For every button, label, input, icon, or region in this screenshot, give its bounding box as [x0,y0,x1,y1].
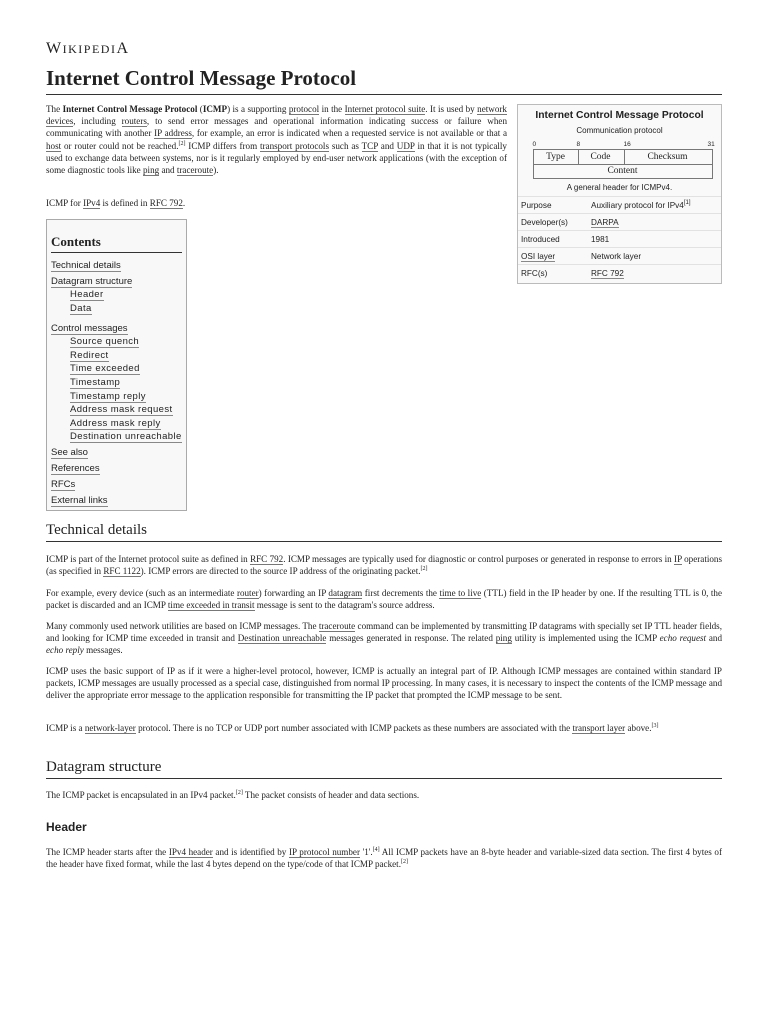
toc-item-control-messages[interactable]: Control messages [51,322,128,334]
link-transport-protocols[interactable]: transport protocols [259,140,329,151]
citation-2d[interactable]: [2] [400,859,408,866]
field-code: Code [578,150,625,165]
intro-paragraph: The Internet Control Message Protocol (ICMP) is a supporting protocol in the Internet protocol suite. It is used by network devices, including routers, to send error messages and operational information indicating success or failure when communicating with another IP address, for example, an error is indicated when a requested service is not available or that a host or router could not be reached.[2] ICMP differs from transport protocols such as TCP and UDP in that it is not typically used to exchange data between systems, nor is it regularly employed by end-user network applications (with the exception of some diagnostic tools like ping and traceroute). [46,104,508,176]
infobox [517,104,722,284]
link-ipv4[interactable]: IPv4 [83,198,101,208]
citation-4[interactable]: [4] [372,847,380,853]
tech-paragraph-5: ICMP is a network-layer protocol. There is no TCP or UDP port number associated with ICMP packets as these numbers are associated with the transport layer above.[3] [46,723,659,733]
toc-item-header[interactable]: Header [70,289,104,301]
infobox-row-introduced: Introduced 1981 [518,231,721,248]
heading-technical-details: Technical details [46,522,722,542]
field-content: Content [607,166,638,176]
link-ip[interactable]: IP [674,554,682,564]
datagram-paragraph: The ICMP packet is encapsulated in an IPv4 packet.[2] The packet consists of header and data sections. [46,790,420,800]
link-internet-protocol-suite[interactable]: Internet protocol suite [344,104,426,114]
link-traceroute[interactable]: traceroute [176,165,214,176]
citation-2c[interactable]: [2] [235,790,243,796]
link-traceroute-b[interactable]: traceroute [318,621,356,631]
citation-1[interactable]: [1] [683,199,691,206]
link-rfc-792-b[interactable]: RFC 792 [250,554,284,564]
link-network-layer[interactable]: network-layer [84,723,136,733]
infobox-row-rfcs: RFC(s) RFC 792 [518,265,721,282]
citation-2b[interactable]: [2] [420,566,428,573]
link-ipv4-header[interactable]: IPv4 header [168,847,213,857]
link-time-to-live[interactable]: time to live [439,588,482,598]
link-rfc-1122[interactable]: RFC 1122 [103,566,141,577]
link-time-exceeded-in-transit[interactable]: time exceeded in transit [167,600,255,611]
toc-item-redirect[interactable]: Redirect [70,349,109,361]
heading-datagram-structure: Datagram structure [46,759,722,779]
toc-item-rfcs[interactable]: RFCs [51,479,76,491]
bit-label-0: 0 [532,141,537,148]
toc-item-technical-details[interactable]: Technical details [51,260,121,271]
toc-item-see-also[interactable]: See also [51,447,88,459]
toc-item-timestamp[interactable]: Timestamp [70,377,121,389]
infobox-title: Internet Control Message Protocol [535,110,704,121]
page-title: Internet Control Message Protocol [46,66,722,95]
tech-paragraph-4: ICMP uses the basic support of IP as if it were a higher-level protocol, however, ICMP is actually an integral part of IP. Although ICMP messages are contained within standard IP packets, ICMP messages are usually processed as a special case, distinguished from normal IP processing. In many cases, it is necessary to inspect the contents of the ICMP message and deliver the appropriate error message to the application responsible for transmitting the IP packet that prompted the ICMP message to be sent. [46,666,722,701]
bit-label-31: 31 [707,141,715,148]
toc-item-references[interactable]: References [51,463,100,475]
link-tcp[interactable]: TCP [361,140,378,151]
link-darpa[interactable]: DARPA [591,217,619,227]
infobox-row-developer: Developer(s) DARPA [518,214,721,231]
link-ip-protocol-number[interactable]: IP protocol number [288,847,360,857]
toc-item-time-exceeded[interactable]: Time exceeded [70,363,140,375]
link-datagram[interactable]: datagram [328,588,363,598]
toc-item-address-mask-reply[interactable]: Address mask reply [70,417,161,429]
link-routers[interactable]: routers [121,116,147,127]
field-type: Type [534,150,579,165]
citation-3[interactable]: [3] [651,723,659,729]
tech-paragraph-2: For example, every device (such as an intermediate router) forwarding an IP datagram first decrements the time to live (TTL) field in the IP header by one. If the resulting TTL is 0, the packet is discarded and an ICMP time exceeded in transit message is sent to the datagram's source address. [46,588,723,611]
infobox-table [518,196,721,281]
link-ping[interactable]: ping [143,165,160,176]
tech-paragraph-3: Many commonly used network utilities are based on ICMP messages. The traceroute command can be implemented by transmitting IP datagrams with specially set IP TTL header fields, and looking for ICMP time exceeded in transit and Destination unreachable messages generated in response. The related ping utility is implemented using the ICMP echo request and echo reply messages. [46,621,722,656]
link-protocol[interactable]: protocol [288,104,320,114]
toc-item-data[interactable]: Data [70,303,92,315]
bit-label-16: 16 [623,141,631,148]
tech-paragraph-1: ICMP is part of the Internet protocol suite as defined in RFC 792. ICMP messages are typically used for diagnostic or control purposes or generated in response to errors in IP operations (as specified in RFC 1122). ICMP errors are directed to the source IP address of the originating packet.[2] [46,554,723,577]
wikipedia-wordmark[interactable]: WIKIPEDIA [46,40,130,57]
infobox-subtitle: Communication protocol [576,126,663,135]
toc-item-datagram-structure[interactable]: Datagram structure [51,275,133,287]
table-of-contents [46,219,187,511]
link-rfc-792-infobox[interactable]: RFC 792 [591,268,624,278]
link-router[interactable]: router [236,588,259,598]
intro-paragraph-2: ICMP for IPv4 is defined in RFC 792. [46,198,186,208]
toc-item-external-links[interactable]: External links [51,494,108,506]
toc-item-timestamp-reply[interactable]: Timestamp reply [70,390,146,402]
icmp-header-diagram [525,141,715,183]
infobox-row-purpose: Purpose Auxiliary protocol for IPv4[1] [518,197,721,214]
link-udp[interactable]: UDP [396,140,415,151]
link-ip-address[interactable]: IP address [154,128,192,139]
link-rfc-792[interactable]: RFC 792 [149,198,183,208]
toc-item-source-quench[interactable]: Source quench [70,336,140,348]
header-paragraph: The ICMP header starts after the IPv4 header and is identified by IP protocol number '1'.[4] All ICMP packets have an 8-byte header and variable-sized data section. The first 4 bytes of the header have fixed format, while the last 4 bytes depend on the type/code of that ICMP packet.[2] [46,847,722,870]
toc-title: Contents [51,234,182,253]
link-host[interactable]: host [46,140,62,151]
heading-header: Header [46,820,87,834]
link-ping-b[interactable]: ping [495,633,512,644]
link-osi-layer[interactable]: OSI layer [521,251,556,261]
bit-label-8: 8 [576,141,581,148]
toc-item-address-mask-request[interactable]: Address mask request [70,404,173,416]
link-transport-layer[interactable]: transport layer [572,723,626,733]
link-network-devices[interactable]: network devices [46,104,507,127]
infobox-row-osi-layer: OSI layer Network layer [518,248,721,265]
field-checksum: Checksum [624,150,712,165]
toc-item-destination-unreachable[interactable]: Destination unreachable [70,431,182,443]
link-destination-unreachable[interactable]: Destination unreachable [237,633,327,644]
infobox-caption: A general header for ICMPv4. [566,183,673,192]
citation-2[interactable]: [2] [178,140,186,147]
